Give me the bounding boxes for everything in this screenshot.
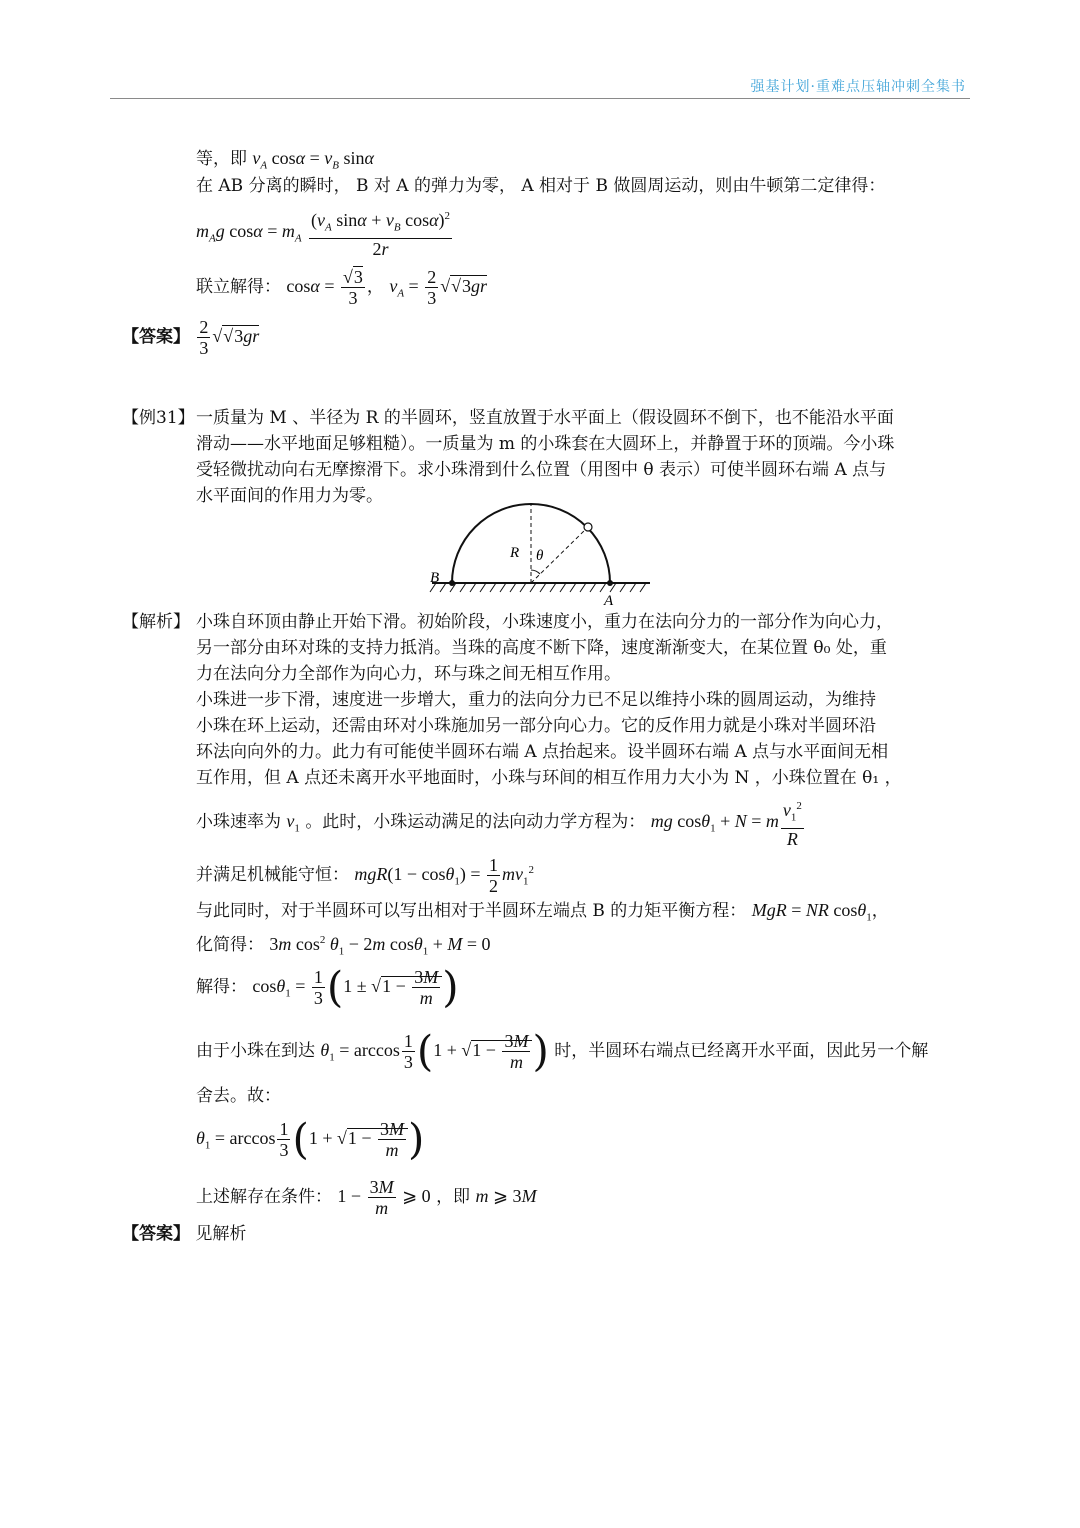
formula-condition: 上述解存在条件： 1 − $\frac{3M}{m}$ ⩾ 0 ，即 m ⩾ 3M [196,1177,537,1218]
line-text: 。此时，小珠运动满足的法向动力学方程为： [305,811,646,832]
analysis-p1-line-2: 另一部分由环对珠的支持力抵消。当珠的高度不断下降，速度渐渐变大，在某位置 θ₀ 处，重 [196,638,887,658]
formula-energy: 并满足机械能守恒： mgR(1 − cosθ$_1$) = $\frac{1}{2}$ $mv_1^2$ [196,855,535,896]
analysis-p1-line-3: 力在法向分力全部作为向心力，环与珠之间无相互作用。 [196,664,621,684]
line-text: 时，半圆环右端点已经离开水平面，因此另一个解 [554,1041,929,1061]
line-text: 与此同时，对于半圆环可以写出相对于半圆环左端点 B 的力矩平衡方程： [196,901,747,921]
top-line-4: 联立解得： cosα = $\frac{√3}{3}$ ， $v_A$ = $\frac{2}{3}$ √√3gr [196,267,487,308]
example-tag: 【例31】 [122,408,195,428]
analysis-p2-line-2: 小珠在环上运动，还需由环对小珠施加另一部分向心力。它的反作用力就是小珠对半圆环沿 [196,716,876,736]
line-text: ，即 [436,1187,471,1207]
line-text: 由于小珠在到达 [196,1041,315,1061]
formula-newton: $m_Ag$ $\cos\alpha = m_A$ $\frac{(v_A \sin\alpha + v_B \cos\alpha)^2}{2r}$ [196,206,454,262]
line-text: 联立解得： [196,277,281,297]
point-b [449,580,455,586]
top-answer: 【答案】 $\frac{2}{3}$ √√3gr [122,317,260,358]
label-b: B [430,570,440,586]
formula-normal-dynamics: 小珠速率为 $v_1$ 。此时，小珠运动满足的法向动力学方程为： mg cosθ$_1$ + N = m $\frac{v_1^2}{R}$ [196,796,806,852]
answer-tag: 【答案】 [122,327,190,347]
analysis-p2-line-4: 互作用，但 A 点还未离开水平地面时，小珠与环间的相互作用力大小为 N ，小珠位置在 θ₁ ， [196,768,902,788]
formula-simplified: 化简得： 3m $\cos^2 \theta_1 - 2m$ cosθ$_1$ + M = 0 [196,934,491,958]
line-text: 小珠速率为 [196,811,281,832]
answer-tag: 【答案】 [122,1224,190,1244]
formula-since: 由于小珠在到达 $\theta_1 = \arccos$ $\frac{1}{3}$ (1 + √1 − $\frac{3M}{m}$ ) 时，半圆环右端点已经离开水平面，因此另一个解 [196,1026,929,1076]
ground-hatching [430,583,650,592]
formula-velocity-relation: $v_A$ $\cos\alpha = v_B$ sinα [252,148,374,172]
page-header [110,74,970,99]
label-theta: θ [536,548,544,564]
final-answer [122,1222,246,1246]
example-line-1: 一质量为 M 、半径为 R 的半圆环，竖直放置于水平面上（假设圆环不倒下，也不能沿水平面 [196,408,894,428]
semicircle-figure [420,500,660,610]
top-line-2: 在 AB 分离的瞬时， B 对 A 的弹力为零， A 相对于 B 做圆周运动，则由牛顿第二定律得： [196,176,886,196]
label-a: A [604,593,614,609]
formula-torque: 与此同时，对于半圆环可以写出相对于半圆环左端点 B 的力矩平衡方程： MgR = NR cosθ$_1$， [196,900,889,924]
analysis-discard: 舍去。故： [196,1086,281,1106]
analysis-p1-line-1: 小珠自环顶由静止开始下滑。初始阶段，小珠速度小，重力在法向分力的一部分作为向心力， [196,612,893,632]
line-text: 解得： [196,977,247,997]
example-line-4: 水平面间的作用力为零。 [196,486,383,506]
formula-final-theta: $\theta_1 = \arccos$ $\frac{1}{3}$ (1 + √1 − $\frac{3M}{m}$ ) [196,1114,425,1164]
example-line-3: 受轻微扰动向右无摩擦滑下。求小珠滑到什么位置（用图中 θ 表示）可使半圆环右端 A 点与 [196,460,887,480]
point-a [607,580,613,586]
line-text: 并满足机械能守恒： [196,865,349,885]
header-title: 强基计划·重难点压轴冲刺全集书 [750,79,966,95]
label-r: R [510,545,520,561]
analysis-p2-line-1: 小珠进一步下滑，速度进一步增大，重力的法向分力已不足以维持小珠的圆周运动，为维持 [196,690,876,710]
theta-arc [531,570,540,574]
top-line-1 [196,146,374,178]
example-line-2: 滑动——水平地面足够粗糙）。一质量为 m 的小珠套在大圆环上，并静置于环的顶端。今小珠 [196,434,895,454]
answer-text: 见解析 [195,1224,247,1244]
analysis-p2-line-3: 环法向向外的力。此力有可能使半圆环右端 A 点抬起来。设半圆环右端 A 点与水平面间无相 [196,742,889,762]
line-text: 化简得： [196,935,264,955]
formula-solution: 解得： cosθ$_1$ = $\frac{1}{3}$ (1 ± √1 − $\frac{3M}{m}$ ) [196,962,459,1012]
line-text: 等，即 [196,149,247,169]
bead [584,523,592,531]
line-text: 上述解存在条件： [196,1187,332,1207]
semicircle-ring [452,504,610,583]
analysis-tag: 【解析】 [122,612,190,632]
